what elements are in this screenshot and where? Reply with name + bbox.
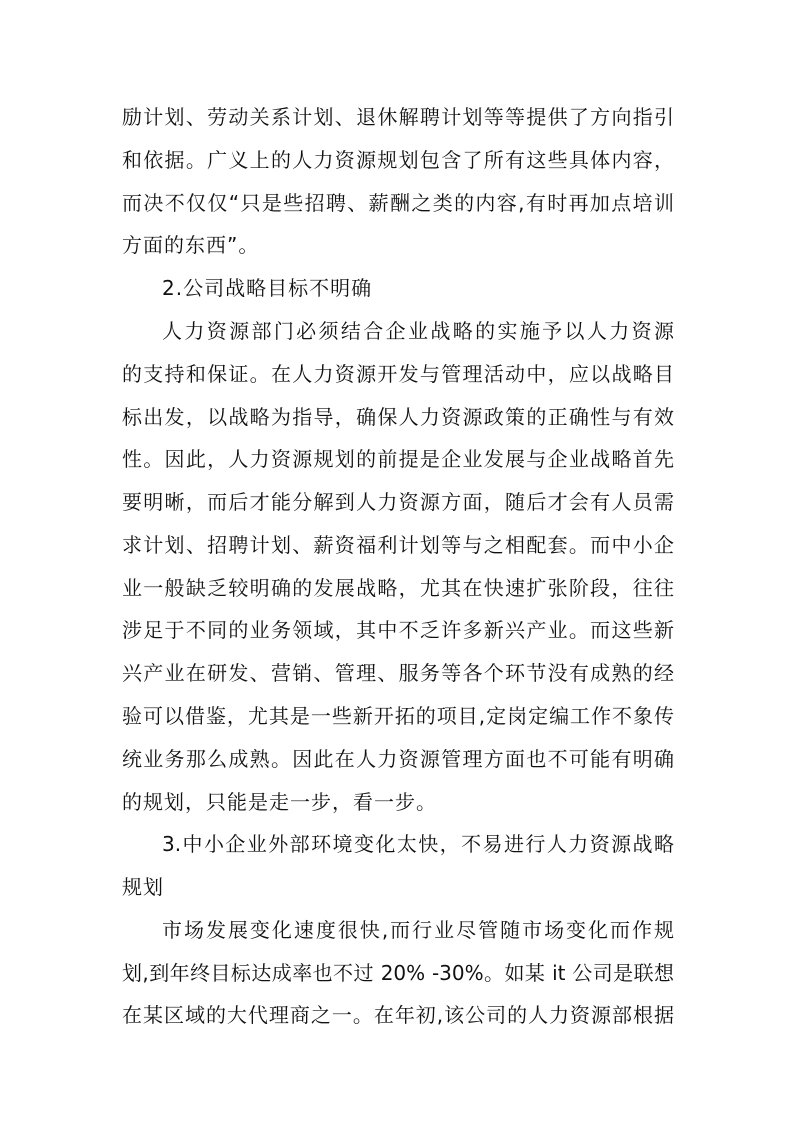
body-text-line: 求计划、招聘计划、薪资福利计划等与之相配套。而中小企 [122, 533, 674, 557]
body-text-line: 的支持和保证。在人力资源开发与管理活动中，应以战略目 [122, 362, 674, 386]
body-text-line: 在某区域的大代理商之一。在年初,该公司的人力资源部根据 [122, 1003, 674, 1027]
body-text-line: 方面的东西”。 [122, 233, 260, 257]
body-text-line: 而决不仅仅“只是些招聘、薪酬之类的内容,有时再加点培训 [122, 191, 674, 215]
section-heading-2: 2.公司战略目标不明确 [162, 276, 373, 300]
body-text-line: 要明晰，而后才能分解到人力资源方面，随后才会有人员需 [122, 490, 674, 514]
body-text-line: 市场发展变化速度很快,而行业尽管随市场变化而作规 [162, 918, 674, 942]
body-text-line: 统业务那么成熟。因此在人力资源管理方面也不可能有明确 [122, 747, 674, 771]
body-text-line: 业一般缺乏较明确的发展战略，尤其在快速扩张阶段，往往 [122, 576, 674, 600]
body-text-line: 的规划，只能是走一步，看一步。 [122, 790, 437, 814]
body-text-line: 兴产业在研发、营销、管理、服务等各个环节没有成熟的经 [122, 661, 674, 685]
body-text-line: 性。因此，人力资源规划的前提是企业发展与企业战略首先 [122, 447, 674, 471]
section-heading-3: 3.中小企业外部环境变化太快，不易进行人力资源战略 [162, 832, 674, 856]
body-text-line: 励计划、劳动关系计划、退休解聘计划等等提供了方向指引 [122, 105, 674, 129]
body-text-line: 验可以借鉴，尤其是一些新开拓的项目,定岗定编工作不象传 [122, 704, 674, 728]
body-text-line: 和依据。广义上的人力资源规划包含了所有这些具体内容， [122, 148, 674, 172]
body-text-line: 人力资源部门必须结合企业战略的实施予以人力资源 [162, 319, 674, 343]
body-text-line: 标出发，以战略为指导，确保人力资源政策的正确性与有效 [122, 405, 674, 429]
body-text-line: 涉足于不同的业务领域，其中不乏许多新兴产业。而这些新 [122, 618, 674, 642]
body-text-line: 划,到年终目标达成率也不过 20% -30%。如某 it 公司是联想 [122, 961, 674, 985]
section-heading-3-cont: 规划 [122, 875, 164, 899]
